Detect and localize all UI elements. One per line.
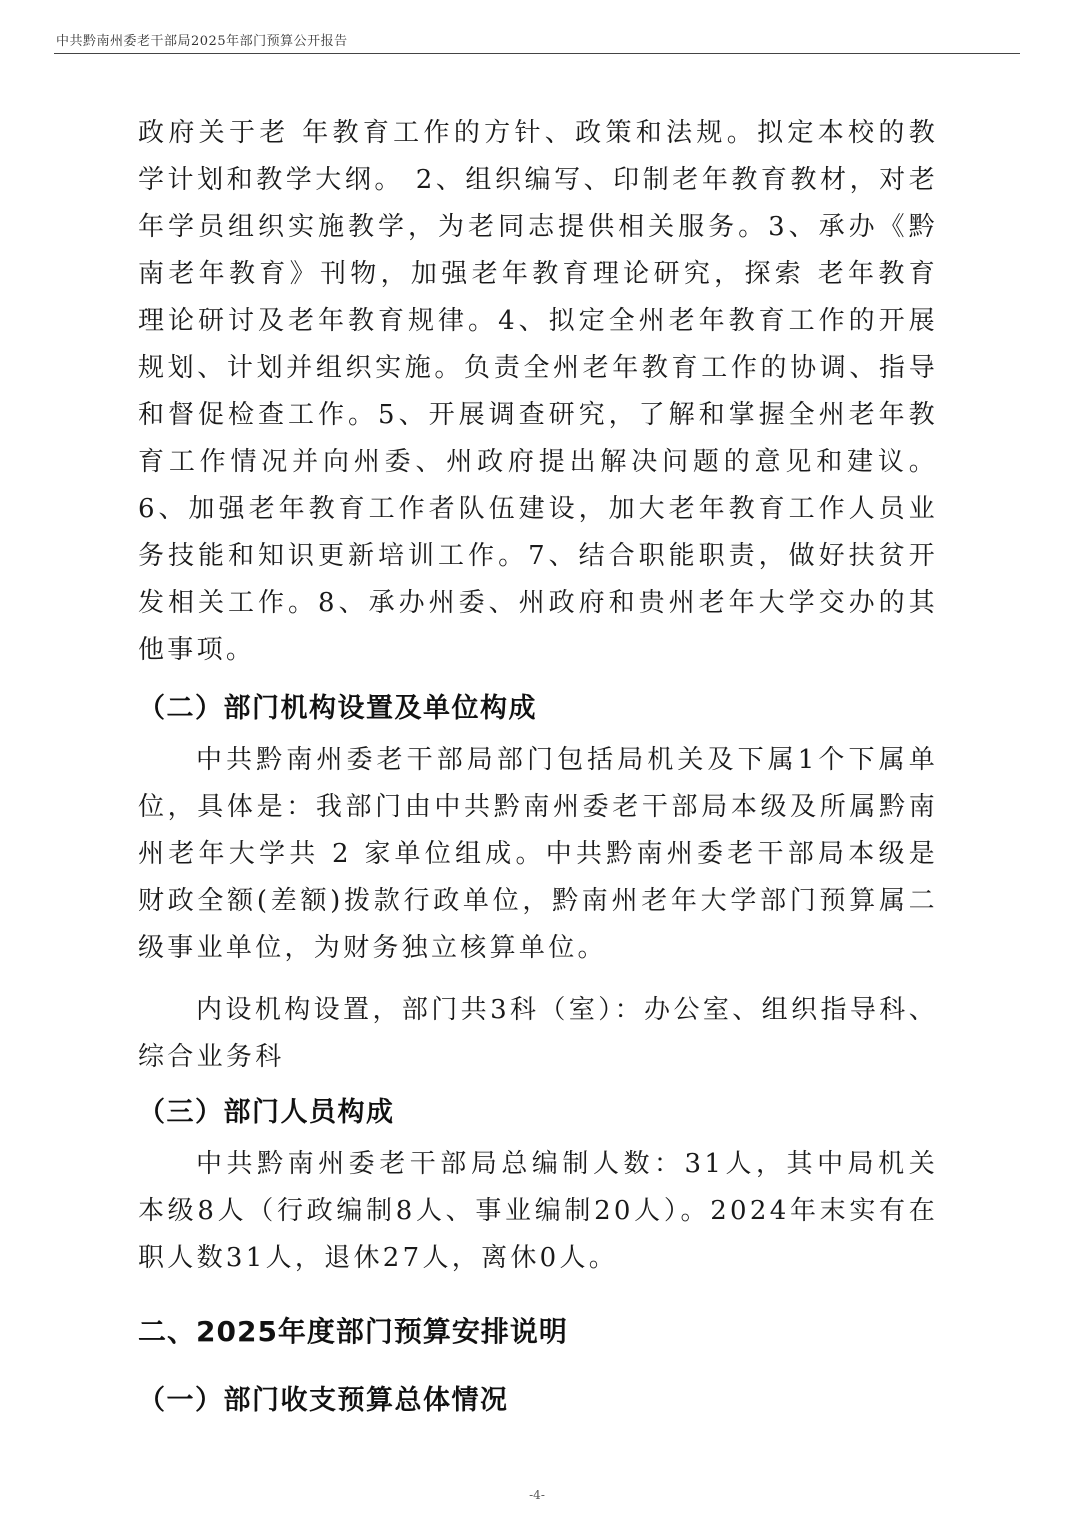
paragraph-org-structure: 中共黔南州委老干部局部门包括局机关及下属1个下属单位，具体是：我部门由中共黔南州委老干部局本级及所属黔南州老年大学共 2 家单位组成。中共黔南州委老干部局本级是财政全额(差额)拨款行政单位，黔南州老年大学部门预算属二级事业单位，为财务独立核算单位。 (138, 745, 938, 963)
paragraph-staff: 中共黔南州委老干部局总编制人数：31人，其中局机关本级8人（行政编制8人、事业编制20人）。2024年末实有在职人数31人，退休27人，离休0人。 (138, 1149, 938, 1273)
section-heading-org-structure: （二）部门机构设置及单位构成 (138, 693, 537, 724)
paragraph-duties: 政府关于老 年教育工作的方针、政策和法规。拟定本校的教学计划和教学大纲。 2、组织编写、印制老年教育教材，对老年学员组织实施教学，为老同志提供相关服务。3、承办《黔南老年教育》刊物，加强老年教育理论研究，探索 老年教育理论研讨及老年教育规律。4、拟定全州老年教育工作的开展规划、计划并组织实施。负责全州老年教育工作的协调、指导和督促检查工作。5、开展调查研究，了解和掌握全州老年教育工作情况并向州委、州政府提出解决问题的意见和建议。6、加强老年教育工作者队伍建设，加大老年教育工作人员业务技能和知识更新培训工作。7、结合职能职责，做好扶贫开发相关工作。8、承办州委、州政府和贵州老年大学交办的其他事项。 (138, 118, 938, 665)
section-heading-staff: （三）部门人员构成 (138, 1097, 395, 1128)
paragraph-internal-units: 内设机构设置，部门共3科（室）：办公室、组织指导科、综合业务科 (138, 995, 938, 1072)
page-header-title: 中共黔南州委老干部局2025年部门预算公开报告 (56, 34, 348, 49)
section-heading-budget: 二、2025年度部门预算安排说明 (138, 1315, 568, 1348)
section-heading-overall-budget: （一）部门收支预算总体情况 (138, 1385, 509, 1416)
page-number: -4- (529, 1488, 545, 1502)
header-divider (54, 53, 1020, 54)
